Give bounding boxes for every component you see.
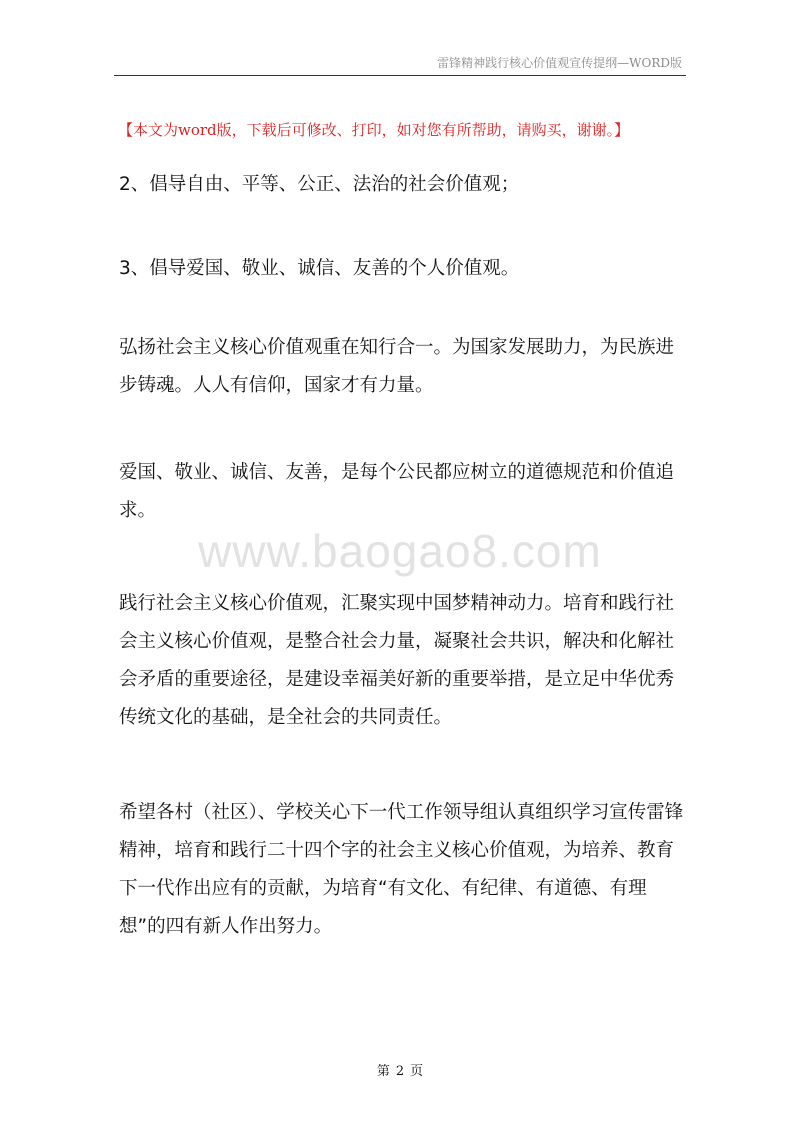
paragraph-moral-norms: 爱国、敬业、诚信、友善，是每个公民都应树立的道德规范和价值追求。 bbox=[119, 462, 675, 521]
page-suffix: 页 bbox=[410, 1064, 424, 1079]
paragraph-lei-feng-spirit: 希望各村（社区）、学校关心下一代工作领导组认真组织学习宣传雷锋精神，培育和践行二十四个字的社会主义核心价值观，为培养、教育下一代作出应有的贡献，为培育“有文化、有纪律、有道德、有理想”的四有新人作出努力。 bbox=[119, 802, 684, 937]
paragraph-chinese-dream: 践行社会主义核心价值观，汇聚实现中国梦精神动力。培育和践行社会主义核心价值观，是整合社会力量，凝聚社会共识，解决和化解社会矛盾的重要途径，是建设幸福美好新的重要举措，是立足中华优秀传统文化的基础，是全社会的共同责任。 bbox=[119, 593, 675, 728]
page-footer bbox=[0, 1060, 800, 1079]
paragraph-point-3: 3、倡导爱国、敬业、诚信、友善的个人价值观。 bbox=[119, 258, 520, 279]
paragraph-knowledge-action: 弘扬社会主义核心价值观重在知行合一。为国家发展助力，为民族进步铸魂。人人有信仰，国家才有力量。 bbox=[119, 337, 675, 396]
header-title: 雷锋精神践行核心价值观宣传提纲—WORD版 bbox=[437, 56, 682, 70]
purchase-notice: 【本文为word版，下载后可修改、打印，如对您有所帮助，请购买，谢谢。】 bbox=[118, 121, 630, 139]
page-prefix: 第 bbox=[376, 1064, 390, 1079]
paragraph-point-2: 2、倡导自由、平等、公正、法治的社会价值观； bbox=[119, 174, 520, 195]
header-divider bbox=[114, 75, 686, 76]
watermark: www.baogao8.com bbox=[198, 525, 602, 577]
page-number: 2 bbox=[395, 1064, 405, 1079]
